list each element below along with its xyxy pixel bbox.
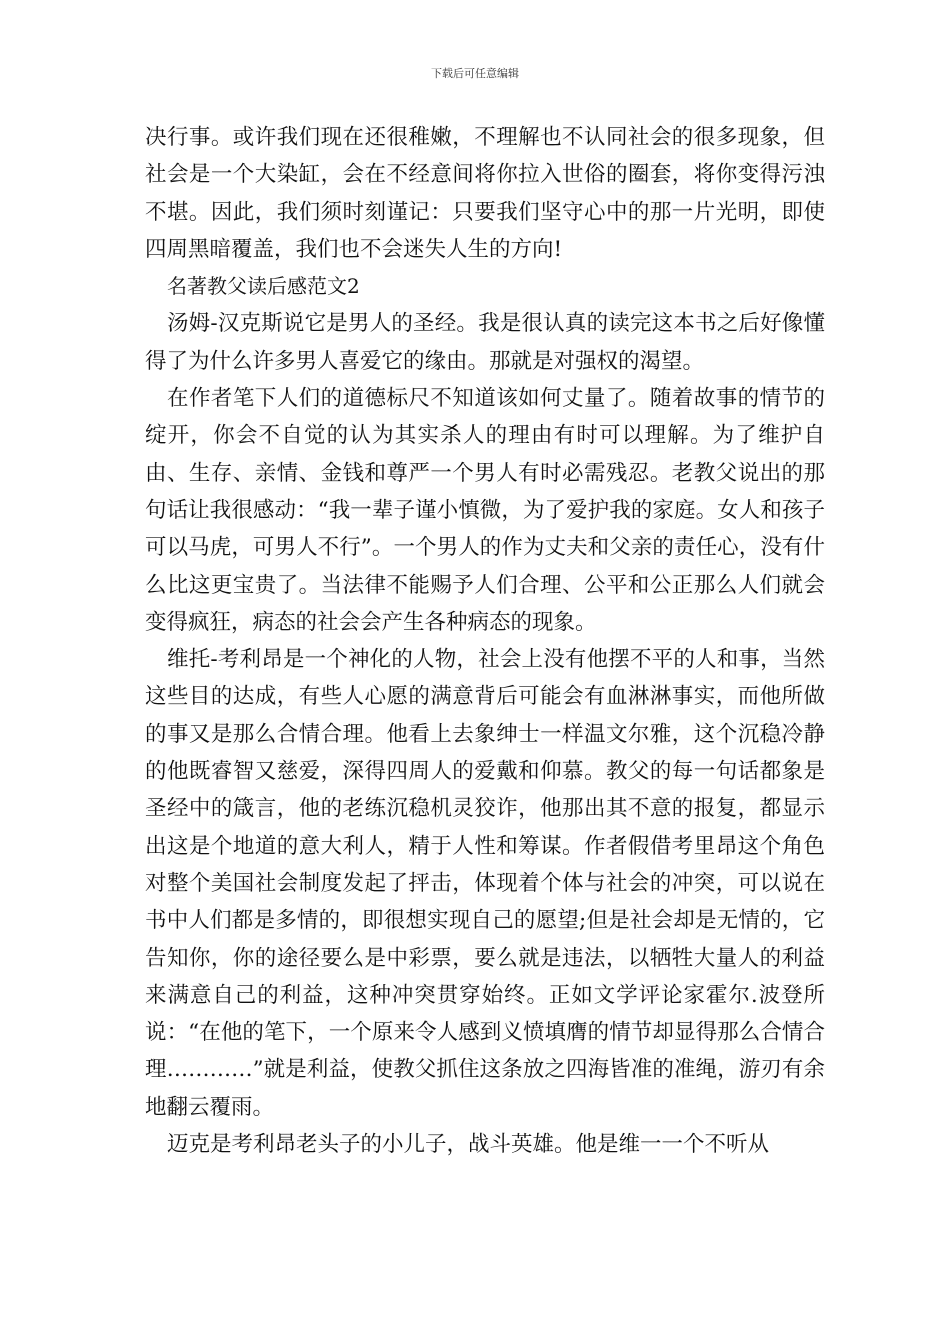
paragraph: 在作者笔下人们的道德标尺不知道该如何丈量了。随着故事的情节的绽开，你会不自觉的认为其实杀人的理由有时可以理解。为了维护自由、生存、亲情、金钱和尊严一个男人有时必需残忍。老教父说出的那句话让我很感动：“我一辈子谨小慎微，为了爱护我的家庭。女人和孩子可以马虎，可男人不行”。一个男人的作为丈夫和父亲的责任心，没有什么比这更宝贵了。当法律不能赐予人们合理、公平和公正那么人们就会变得疯狂，病态的社会会产生各种病态的现象。 [145,386,825,635]
paragraph: 迈克是考利昂老头子的小儿子，战斗英雄。他是维一一个不听从 [167,1132,770,1158]
section-heading: 名著教父读后感范文2 [167,274,360,299]
paragraph: 汤姆-汉克斯说它是男人的圣经。我是很认真的读完这本书之后好像懂得了为什么许多男人喜爱它的缘由。那就是对强权的渴望。 [145,311,825,374]
paragraph-continued: 决行事。或许我们现在还很稚嫩，不理解也不认同社会的很多现象，但社会是一个大染缸，会在不经意间将你拉入世俗的圈套，将你变得污浊不堪。因此，我们须时刻谨记：只要我们坚守心中的那一片光明，即使四周黑暗覆盖，我们也不会迷失人生的方向! [145,125,825,262]
paragraph: 维托-考利昂是一个神化的人物，社会上没有他摆不平的人和事，当然这些目的达成，有些人心愿的满意背后可能会有血淋淋事实，而他所做的事又是那么合情合理。他看上去象绅士一样温文尔雅，这个沉稳冷静的他既睿智又慈爱，深得四周人的爱戴和仰慕。教父的每一句话都象是圣经中的箴言，他的老练沉稳机灵狡诈，他那出其不意的报复，都显示出这是个地道的意大利人，精于人性和筹谋。作者假借考里昂这个角色对整个美国社会制度发起了抨击，体现着个体与社会的冲突，可以说在书中人们都是多情的，即很想实现自己的愿望;但是社会却是无情的，它告知你，你的途径要么是中彩票，要么就是违法，以牺牲大量人的利益来满意自己的利益，这种冲突贯穿始终。正如文学评论家霍尔.波登所说：“在他的笔下，一个原来令人感到义愤填膺的情节却显得那么合情合理…………”就是利益，使教父抓住这条放之四海皆准的准绳，游刃有余地翻云覆雨。 [145,647,825,1120]
page-header: 下载后可任意编辑 [431,67,519,80]
document-body [145,119,825,1163]
